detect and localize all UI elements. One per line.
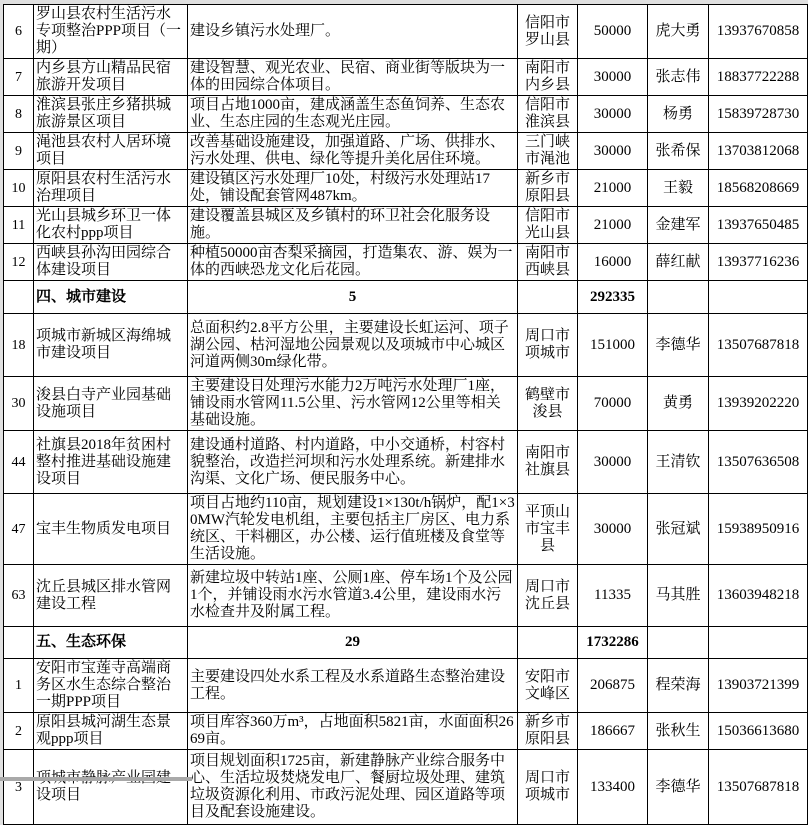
- cell-location: 平顶山市宝丰县: [518, 494, 578, 565]
- cell-description: 建设智慧、观光农业、民宿、商业街等版块为一体的田园综合体项目。: [188, 59, 518, 96]
- cell-phone-number: 18837722288: [709, 59, 808, 96]
- table-row: [4, 659, 808, 713]
- cell-investment: 1732286: [578, 627, 648, 659]
- cell-investment: 30000: [578, 59, 648, 96]
- cell-project-name: 浚县白寺产业园基础设施项目: [34, 377, 188, 431]
- cell-phone-number: 18568208669: [709, 170, 808, 207]
- cell-location: 周口市项城市: [518, 314, 578, 377]
- table-row: [4, 133, 808, 170]
- cell-project-name: 光山县城乡环卫一体化农村ppp项目: [34, 207, 188, 244]
- cell-contact-person: 王清钦: [648, 431, 709, 494]
- cell-description: 新建垃圾中转站1座、公厕1座、停车场1个及公园1个，并铺设雨水污水管道3.4公里，建设雨水污水检查井及附属工程。: [188, 565, 518, 627]
- cell-phone-number: 13937716236: [709, 244, 808, 281]
- cell-project-name: 社旗县2018年贫困村整村推进基础设施建设项目: [34, 431, 188, 494]
- cell-investment: 21000: [578, 170, 648, 207]
- cell-investment: 70000: [578, 377, 648, 431]
- cell-row-number: 12: [4, 244, 34, 281]
- cell-location: 新乡市原阳县: [518, 713, 578, 750]
- cell-phone-number: 13507636508: [709, 431, 808, 494]
- cell-contact-person: 张希保: [648, 133, 709, 170]
- cell-phone-number: 13703812068: [709, 133, 808, 170]
- cell-description: 项目占地1000亩，建成涵盖生态鱼饲养、生态农业、生态庄园的生态观光庄园。: [188, 96, 518, 133]
- cell-contact-person: 张志伟: [648, 59, 709, 96]
- project-table-container: [3, 4, 808, 825]
- table-row: [4, 207, 808, 244]
- cell-phone-number: 15036613680: [709, 713, 808, 750]
- cell-description: 建设镇区污水处理厂10处，村级污水处理站17处，铺设配套管网487km。: [188, 170, 518, 207]
- table-row: [4, 713, 808, 750]
- table-row: [4, 170, 808, 207]
- cell-project-name: 西峡县孙沟田园综合体建设项目: [34, 244, 188, 281]
- cell-row-number: 47: [4, 494, 34, 565]
- cell-phone-number: 13507687818: [709, 314, 808, 377]
- cell-project-name: 项城市新城区海绵城市建设项目: [34, 314, 188, 377]
- cell-contact-person: 程荣海: [648, 659, 709, 713]
- cell-description: 主要建设四处水系工程及水系道路生态整治建设工程。: [188, 659, 518, 713]
- cell-contact-person: 王毅: [648, 170, 709, 207]
- table-row: [4, 431, 808, 494]
- cell-contact-person: [648, 627, 709, 659]
- cell-description: 改善基础设施建设，加强道路、广场、供排水、污水处理、供电、绿化等提升美化居住环境。: [188, 133, 518, 170]
- cell-contact-person: 李德华: [648, 750, 709, 825]
- table-row: [4, 59, 808, 96]
- table-row: [4, 565, 808, 627]
- cell-investment: 186667: [578, 713, 648, 750]
- table-row: [4, 244, 808, 281]
- cell-location: 周口市项城市: [518, 750, 578, 825]
- cell-location: 南阳市西峡县: [518, 244, 578, 281]
- cell-contact-person: 杨勇: [648, 96, 709, 133]
- cell-description: 建设乡镇污水处理厂。: [188, 5, 518, 59]
- table-row: [4, 96, 808, 133]
- cell-project-name: 原阳县农村生活污水治理项目: [34, 170, 188, 207]
- cell-phone-number: [709, 281, 808, 314]
- cell-project-name: 五、生态环保: [34, 627, 188, 659]
- cell-row-number: 18: [4, 314, 34, 377]
- cell-description: 项目规划面积1725亩，新建静脉产业综合服务中心、生活垃圾焚烧发电厂、餐厨垃圾处理、建筑垃圾资源化利用、市政污泥处理、园区道路等项目及配套设施建设。: [188, 750, 518, 825]
- cell-phone-number: 13937670858: [709, 5, 808, 59]
- cell-investment: 16000: [578, 244, 648, 281]
- cell-description: 总面积约2.8平方公里，主要建设长虹运河、项子湖公园、枯河湿地公园景观以及项城市中心城区河道两侧30m绿化带。: [188, 314, 518, 377]
- cell-project-name: 罗山县农村生活污水专项整治PPP项目（一期）: [34, 5, 188, 59]
- cell-investment: 11335: [578, 565, 648, 627]
- cell-row-number: [4, 627, 34, 659]
- cell-project-name: 安阳市宝莲寺高端商务区水生态综合整治一期PPP项目: [34, 659, 188, 713]
- cell-row-number: 7: [4, 59, 34, 96]
- cell-location: 安阳市文峰区: [518, 659, 578, 713]
- table-row: [4, 377, 808, 431]
- table-row: [4, 5, 808, 59]
- cell-location: 鹤壁市浚县: [518, 377, 578, 431]
- cell-investment: 30000: [578, 96, 648, 133]
- cell-location: 周口市沈丘县: [518, 565, 578, 627]
- cell-row-number: [4, 281, 34, 314]
- cell-description: 种植50000亩杏梨采摘园，打造集农、游、娱为一体的西峡恐龙文化后花园。: [188, 244, 518, 281]
- cell-phone-number: 13603948218: [709, 565, 808, 627]
- cell-description: 项目占地约110亩，规划建设1×130t/h锅炉，配1×30MW汽轮发电机组，主要包括主厂房区、电力系统区、干料棚区，办公楼、运行值班楼及食堂等生活设施。: [188, 494, 518, 565]
- cell-contact-person: 张冠斌: [648, 494, 709, 565]
- cell-location: 南阳市内乡县: [518, 59, 578, 96]
- cell-location: 信阳市光山县: [518, 207, 578, 244]
- cell-description: 29: [188, 627, 518, 659]
- cell-row-number: 3: [4, 750, 34, 825]
- cell-project-name: 淮滨县张庄乡猪拱城旅游景区项目: [34, 96, 188, 133]
- cell-row-number: 63: [4, 565, 34, 627]
- cell-project-name: 渑池县农村人居环境项目: [34, 133, 188, 170]
- table-row: [4, 494, 808, 565]
- cell-location: 信阳市罗山县: [518, 5, 578, 59]
- cell-project-name: 内乡县方山精品民宿旅游开发项目: [34, 59, 188, 96]
- cell-investment: 133400: [578, 750, 648, 825]
- cell-location: [518, 281, 578, 314]
- cell-project-name: 原阳县城河湖生态景观ppp项目: [34, 713, 188, 750]
- cell-investment: 292335: [578, 281, 648, 314]
- cell-contact-person: 金建军: [648, 207, 709, 244]
- bottom-edge-strip: [0, 777, 192, 781]
- cell-project-name: 沈丘县城区排水管网建设工程: [34, 565, 188, 627]
- project-table-body: [4, 5, 808, 825]
- cell-project-name: 四、城市建设: [34, 281, 188, 314]
- cell-contact-person: 李德华: [648, 314, 709, 377]
- cell-phone-number: 13903721399: [709, 659, 808, 713]
- project-table: [3, 4, 808, 825]
- cell-phone-number: 13937650485: [709, 207, 808, 244]
- cell-investment: 30000: [578, 494, 648, 565]
- cell-contact-person: 黄勇: [648, 377, 709, 431]
- table-row: [4, 750, 808, 825]
- cell-description: 5: [188, 281, 518, 314]
- cell-contact-person: 虎大勇: [648, 5, 709, 59]
- cell-row-number: 30: [4, 377, 34, 431]
- cell-contact-person: 张秋生: [648, 713, 709, 750]
- cell-row-number: 2: [4, 713, 34, 750]
- cell-row-number: 44: [4, 431, 34, 494]
- cell-row-number: 8: [4, 96, 34, 133]
- cell-location: [518, 627, 578, 659]
- cell-investment: 206875: [578, 659, 648, 713]
- cell-description: 主要建设日处理污水能力2万吨污水处理厂1座，铺设雨水管网11.5公里、污水管网12公里等相关基础设施。: [188, 377, 518, 431]
- cell-description: 建设覆盖县城区及乡镇村的环卫社会化服务设施。: [188, 207, 518, 244]
- cell-row-number: 9: [4, 133, 34, 170]
- cell-contact-person: 薛红献: [648, 244, 709, 281]
- section-header-row: [4, 281, 808, 314]
- cell-investment: 50000: [578, 5, 648, 59]
- cell-description: 项目库容360万m³，占地面积5821亩，水面面积2669亩。: [188, 713, 518, 750]
- cell-investment: 21000: [578, 207, 648, 244]
- cell-description: 建设通村道路、村内道路，中小交通桥，村容村貌整治，改造拦河坝和污水处理系统。新建排水沟渠、文化广场、便民服务中心。: [188, 431, 518, 494]
- cell-phone-number: 13939202220: [709, 377, 808, 431]
- cell-phone-number: 15839728730: [709, 96, 808, 133]
- cell-location: 新乡市原阳县: [518, 170, 578, 207]
- section-header-row: [4, 627, 808, 659]
- cell-contact-person: 马其胜: [648, 565, 709, 627]
- cell-location: 三门峡市渑池: [518, 133, 578, 170]
- cell-investment: 151000: [578, 314, 648, 377]
- cell-project-name: 项城市静脉产业园建设项目: [34, 750, 188, 825]
- cell-contact-person: [648, 281, 709, 314]
- cell-row-number: 10: [4, 170, 34, 207]
- table-row: [4, 314, 808, 377]
- cell-row-number: 6: [4, 5, 34, 59]
- cell-investment: 30000: [578, 133, 648, 170]
- cell-row-number: 1: [4, 659, 34, 713]
- cell-investment: 30000: [578, 431, 648, 494]
- cell-location: 信阳市淮滨县: [518, 96, 578, 133]
- cell-location: 南阳市社旗县: [518, 431, 578, 494]
- cell-phone-number: [709, 627, 808, 659]
- cell-project-name: 宝丰生物质发电项目: [34, 494, 188, 565]
- cell-phone-number: 13507687818: [709, 750, 808, 825]
- cell-row-number: 11: [4, 207, 34, 244]
- cell-phone-number: 15938950916: [709, 494, 808, 565]
